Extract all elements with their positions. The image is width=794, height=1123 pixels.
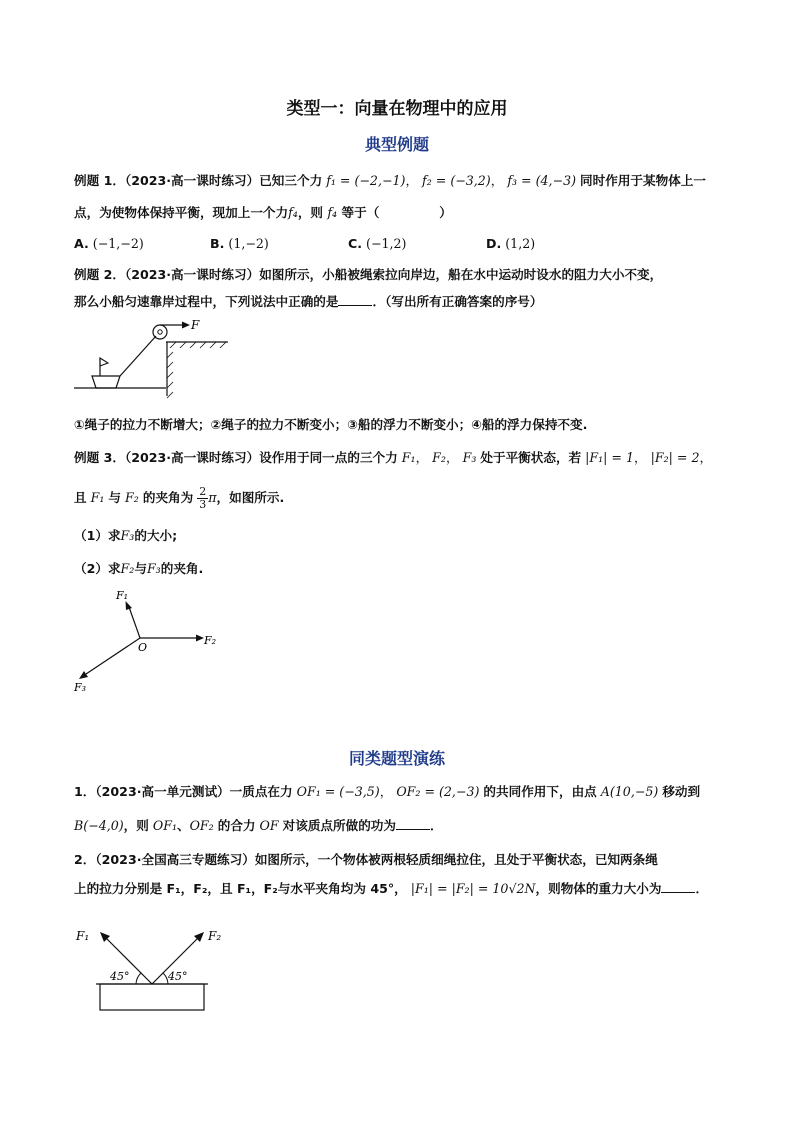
- answer-blank-p2: [661, 880, 695, 893]
- magnitude-F1: |F₁| = 1: [585, 450, 635, 465]
- vector-F2: F₂: [432, 450, 446, 465]
- force-f2: f₂ = (−3,2): [422, 173, 491, 188]
- option-b-key: B.: [210, 236, 225, 251]
- example3-line2: [74, 486, 284, 511]
- example2-statements: ①绳子的拉力不断增大；②绳子的拉力不断变小；③船的浮力不断变小；④船的浮力保持不变.: [74, 417, 588, 432]
- example1-tail: 同时作用于某物体上一: [580, 173, 706, 188]
- vector-OF1-ref: OF₁: [152, 818, 177, 833]
- page-title: 类型一：向量在物理中的应用: [286, 99, 508, 119]
- example1-line2-text: 点，为使物体保持平衡，现加上一个力: [74, 205, 289, 220]
- example3-condition: 处于平衡状态，若: [480, 450, 582, 465]
- force-f1: f₁ = (−2,−1): [326, 173, 406, 188]
- example1-line2-close: ）: [439, 205, 452, 220]
- example3-with: 与: [108, 490, 122, 505]
- answer-blank-p1: [396, 817, 430, 830]
- option-d-value: (1,2): [505, 236, 536, 251]
- example1-line1: 例题 1．（2023·高一课时练习）已知三个力 f₁ = (−2,−1)， f₂ = (−3,2)， f₃ = (4,−3) 同时作用于某物体上一: [74, 173, 706, 188]
- q2-prefix: （2）求: [74, 561, 121, 576]
- problem2-magnitudes: |F₁| = |F₂| = 10√2N: [410, 881, 536, 896]
- angle-left-label: 45°: [110, 970, 130, 983]
- origin-label: O: [138, 641, 148, 654]
- magnitude-F2: |F₂| = 2: [650, 450, 700, 465]
- point-B: B(−4,0): [74, 818, 124, 833]
- option-b: [210, 235, 269, 253]
- q2-suffix: 的夹角.: [160, 561, 204, 576]
- rope-f1-label: F₁: [76, 929, 90, 943]
- force-diagram: [70, 588, 230, 698]
- option-a: [74, 235, 144, 253]
- section-title-practice: 同类题型演练: [348, 749, 445, 768]
- option-c: [348, 235, 406, 253]
- q2-vector-a: F₂: [120, 561, 135, 576]
- example3-head: 例题 3．（2023·高一课时练习）设作用于同一点的三个力: [74, 450, 398, 465]
- problem1-resultant: 的合力: [217, 818, 256, 833]
- problem2-end: ．: [695, 881, 709, 896]
- example3-question1: [74, 527, 177, 545]
- example2-line1: 例题 2．（2023·高一课时练习）如图所示，小船被绳索拉向岸边，船在水中运动时设水的阻力大小不变，: [74, 267, 663, 282]
- force-f4-ref: f₄: [327, 205, 338, 220]
- q1-vector: F₃: [120, 528, 135, 543]
- angle-pi: π: [208, 490, 217, 505]
- f3-label: F₃: [74, 681, 87, 694]
- f2-label: F₂: [204, 634, 217, 647]
- example1-line2-then: ，则: [297, 205, 323, 220]
- section-title-examples: 典型例题: [364, 135, 429, 154]
- vector-F3: F₃: [462, 450, 477, 465]
- problem1-head: 1．（2023·高一单元测试）一质点在力: [74, 784, 293, 799]
- option-c-key: C.: [348, 236, 363, 251]
- problem2-text: 上的拉力分别是 F₁，F₂，且 F₁，F₂与水平夹角均为 45°，: [74, 881, 407, 896]
- problem1-end: ．: [429, 818, 443, 833]
- option-a-key: A.: [74, 236, 89, 251]
- vector-F1-ref: F₁: [90, 490, 105, 505]
- example1-head: 例题 1．（2023·高一课时练习）已知三个力: [74, 173, 323, 188]
- example3-line1: 例题 3．（2023·高一课时练习）设作用于同一点的三个力 F₁， F₂， F₃ 处于平衡状态，若 |F₁| = 1， |F₂| = 2，: [74, 450, 713, 465]
- problem2-line2: [74, 880, 708, 898]
- problem1-line2: [74, 817, 443, 835]
- example3-question2: [74, 560, 203, 578]
- example2-line2-tail: ．（写出所有正确答案的序号）: [372, 294, 543, 309]
- boat-diagram: [70, 318, 240, 398]
- problem1-sep: 、: [177, 818, 190, 833]
- problem1-from: 的共同作用下，由点: [483, 784, 597, 799]
- option-d-key: D.: [486, 236, 502, 251]
- problem1-line1: 1．（2023·高一单元测试）一质点在力 OF₁ = (−3,5)， OF₂ = (2,−3) 的共同作用下，由点 A(10,−5) 移动到: [74, 784, 701, 799]
- answer-blank: [338, 293, 372, 306]
- vector-OF2-ref: OF₂: [189, 818, 214, 833]
- problem2-question: ，则物体的重力大小为: [535, 881, 662, 896]
- rope-diagram: [74, 918, 224, 1018]
- q2-with: 与: [134, 561, 147, 576]
- option-c-value: (−1,2): [366, 236, 407, 251]
- example2-line2-text: 那么小船匀速靠岸过程中，下列说法中正确的是: [74, 294, 339, 309]
- q2-vector-b: F₃: [146, 561, 161, 576]
- rope-f2-label: F₂: [208, 929, 222, 943]
- option-a-value: (−1,−2): [92, 236, 144, 251]
- example2-line2: [74, 293, 542, 311]
- force-f3: f₃ = (4,−3): [507, 173, 577, 188]
- force-OF2: OF₂ = (2,−3): [396, 784, 480, 799]
- angle-denominator: 3: [199, 498, 207, 511]
- option-b-value: (1,−2): [228, 236, 269, 251]
- problem2-line1: 2．（2023·全国高三专题练习）如图所示，一个物体被两根轻质细绳拉住，且处于平衡状态，已知两条绳: [74, 852, 658, 867]
- example1-line2-equals: 等于（: [341, 205, 380, 220]
- vector-F1: F₁: [401, 450, 416, 465]
- option-d: [486, 235, 535, 253]
- q1-suffix: 的大小;: [134, 528, 178, 543]
- force-f4: f₄: [288, 205, 298, 220]
- example3-and: 且: [74, 490, 87, 505]
- problem1-moveto: 移动到: [662, 784, 701, 799]
- example3-see-figure: ，如图所示.: [216, 490, 285, 505]
- angle-fraction: [197, 486, 208, 511]
- problem1-then: ，则: [123, 818, 149, 833]
- angle-right-label: 45°: [168, 970, 188, 983]
- q1-prefix: （1）求: [74, 528, 121, 543]
- problem1-work: 对该质点所做的功为: [282, 818, 396, 833]
- example1-line2: [74, 204, 452, 222]
- f1-label: F₁: [116, 589, 129, 602]
- force-OF1: OF₁ = (−3,5): [296, 784, 380, 799]
- angle-numerator: 2: [199, 485, 207, 498]
- vector-OF: OF: [259, 818, 279, 833]
- point-A: A(10,−5): [600, 784, 659, 799]
- example3-angle-text: 的夹角为: [142, 490, 194, 505]
- vector-F2-ref: F₂: [125, 490, 139, 505]
- rope-force-label: F: [191, 318, 200, 332]
